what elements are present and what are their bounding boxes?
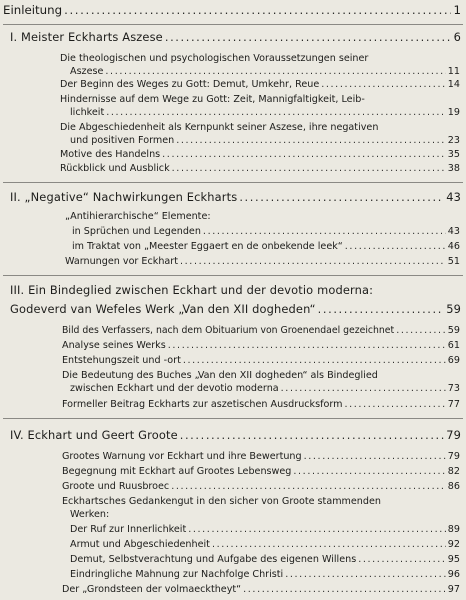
chapter-heading-2 <box>10 190 461 204</box>
toc-entry <box>60 94 460 105</box>
entry-title: Der Beginn des Weges zu Gott: Demut, Umkehr, Reue <box>60 79 320 90</box>
toc-entry <box>72 226 460 237</box>
dot-leader <box>168 340 446 351</box>
dot-leader <box>203 226 446 237</box>
toc-entry <box>70 554 460 565</box>
toc-entry <box>60 122 460 133</box>
toc-entry <box>65 211 460 222</box>
page-number: 59 <box>446 302 461 316</box>
page-number: 79 <box>447 451 460 462</box>
entry-title: Warnungen vor Eckhart <box>65 256 178 267</box>
dot-leader <box>321 79 446 90</box>
entry-title: Der „Grondsteen der volmaecktheyt“ <box>62 584 242 595</box>
toc-entry <box>60 163 460 174</box>
toc-entry <box>62 466 460 477</box>
toc-entry <box>62 399 460 410</box>
toc-entry <box>70 539 460 550</box>
entry-title: Entstehungszeit und -ort <box>62 355 181 366</box>
dot-leader <box>180 256 446 267</box>
page-number: 14 <box>447 79 460 90</box>
entry-title: Begegnung mit Eckhart auf Grootes Lebensweg <box>62 466 292 477</box>
page-number: 61 <box>447 340 460 351</box>
entry-title: Rückblick und Ausblick <box>60 163 170 174</box>
toc-entry <box>70 107 460 118</box>
entry-title: „Antihierarchische“ Elemente: <box>65 211 211 222</box>
page-number: 73 <box>447 383 460 394</box>
page-number: 23 <box>447 135 460 146</box>
dot-leader <box>345 241 446 252</box>
page-number: 38 <box>447 163 460 174</box>
chapter-title: IV. Eckhart und Geert Groote <box>10 428 178 442</box>
divider <box>3 418 463 419</box>
chapter-title: III. Ein Bindeglied zwischen Eckhart und der devotio moderna: <box>10 283 374 297</box>
toc-entry <box>62 481 460 492</box>
toc-entry <box>62 355 460 366</box>
dot-leader <box>281 383 446 394</box>
divider <box>3 182 463 183</box>
toc-entry <box>60 79 460 90</box>
chapter-heading-3 <box>10 283 461 297</box>
toc-entry <box>62 584 460 595</box>
page-number: 6 <box>453 30 461 44</box>
toc-entry <box>70 524 460 535</box>
page-number: 86 <box>447 481 460 492</box>
entry-title: Die Bedeutung des Buches „Van den XII dogheden“ als Bindeglied <box>62 370 378 381</box>
chapter-heading-1 <box>10 30 461 44</box>
entry-title: Armut und Abgeschiedenheit <box>70 539 210 550</box>
entry-title-cont: Aszese <box>70 66 104 77</box>
page-number: 51 <box>447 256 460 267</box>
dot-leader <box>176 135 446 146</box>
page-number: 43 <box>446 190 461 204</box>
entry-title: Die Abgeschiedenheit als Kernpunkt seiner Aszese, ihre negativen <box>60 122 379 133</box>
toc-entry <box>62 340 460 351</box>
toc-entry <box>70 509 460 520</box>
toc-entry <box>62 370 460 381</box>
dot-leader <box>64 3 451 17</box>
entry-title: Der Ruf zur Innerlichkeit <box>70 524 187 535</box>
toc-entry <box>62 496 460 507</box>
page-number: 77 <box>447 399 460 410</box>
dot-leader <box>180 428 444 442</box>
page-number: 19 <box>447 107 460 118</box>
entry-title-cont: zwischen Eckhart und der devotio moderna <box>70 383 279 394</box>
dot-leader <box>318 302 445 316</box>
entry-title: Formeller Beitrag Eckharts zur aszetischen Ausdrucksform <box>62 399 343 410</box>
entry-title: Eindringliche Mahnung zur Nachfolge Christi <box>70 569 284 580</box>
dot-leader <box>344 399 445 410</box>
page-number: 43 <box>447 226 460 237</box>
toc-entry <box>60 53 460 64</box>
page-number: 97 <box>447 584 460 595</box>
entry-title: Eckhartsches Gedankengut in den sicher von Groote stammenden <box>62 496 381 507</box>
dot-leader <box>106 107 446 118</box>
entry-title-cont: und positiven Formen <box>70 135 175 146</box>
dot-leader <box>165 30 452 44</box>
toc-entry <box>65 256 460 267</box>
toc-entry <box>60 149 460 160</box>
dot-leader <box>212 539 446 550</box>
toc-entry <box>70 383 460 394</box>
toc-entry <box>70 66 460 77</box>
divider <box>3 24 463 25</box>
page-number: 79 <box>446 428 461 442</box>
toc-entry <box>72 241 460 252</box>
entry-title: Bild des Verfassers, nach dem Obituarium von Groenendael gezeichnet <box>62 325 395 336</box>
entry-title: Einleitung <box>3 3 63 17</box>
toc-entry <box>62 451 460 462</box>
entry-title-cont: Werken: <box>70 509 110 520</box>
entry-title: Motive des Handelns <box>60 149 161 160</box>
dot-leader <box>188 524 446 535</box>
page-number: 92 <box>447 539 460 550</box>
dot-leader <box>285 569 446 580</box>
dot-leader <box>293 466 445 477</box>
chapter-heading-4 <box>10 428 461 442</box>
entry-title: Grootes Warnung vor Eckhart und ihre Bewertung <box>62 451 302 462</box>
page-number: 82 <box>447 466 460 477</box>
dot-leader <box>105 66 445 77</box>
chapter-title: II. „Negative“ Nachwirkungen Eckharts <box>10 190 238 204</box>
page-number: 59 <box>447 325 460 336</box>
dot-leader <box>243 584 446 595</box>
dot-leader <box>171 481 446 492</box>
toc-entry <box>70 135 460 146</box>
dot-leader <box>304 451 446 462</box>
dot-leader <box>396 325 446 336</box>
entry-title: im Traktat von „Meester Eggaert en de onbekende leek“ <box>72 241 343 252</box>
toc-entry <box>70 569 460 580</box>
entry-title: Hindernisse auf dem Wege zu Gott: Zeit, Mannigfaltigkeit, Leib- <box>60 94 365 105</box>
entry-title: Die theologischen und psychologischen Voraussetzungen seiner <box>60 53 369 64</box>
page-number: 11 <box>447 66 460 77</box>
chapter-heading-3-cont <box>10 302 461 316</box>
page-number: 89 <box>447 524 460 535</box>
page-number: 96 <box>447 569 460 580</box>
entry-title: Demut, Selbstverachtung und Aufgabe des eigenen Willens <box>70 554 357 565</box>
page-number: 95 <box>447 554 460 565</box>
dot-leader <box>162 149 446 160</box>
page-number: 1 <box>453 3 461 17</box>
chapter-title-cont: Godeverd van Wefeles Werk „Van den XII dogheden“ <box>10 302 316 316</box>
entry-title: Analyse seines Werks <box>62 340 166 351</box>
dot-leader <box>358 554 446 565</box>
dot-leader <box>183 355 446 366</box>
chapter-title: I. Meister Eckharts Aszese <box>10 30 163 44</box>
divider <box>3 275 463 276</box>
dot-leader <box>239 190 444 204</box>
page-number: 46 <box>447 241 460 252</box>
entry-title-cont: lichkeit <box>70 107 105 118</box>
page-number: 35 <box>447 149 460 160</box>
dot-leader <box>172 163 446 174</box>
toc-entry-einleitung <box>3 3 461 17</box>
entry-title: in Sprüchen und Legenden <box>72 226 201 237</box>
toc-entry <box>62 325 460 336</box>
page-number: 69 <box>447 355 460 366</box>
entry-title: Groote und Ruusbroec <box>62 481 170 492</box>
